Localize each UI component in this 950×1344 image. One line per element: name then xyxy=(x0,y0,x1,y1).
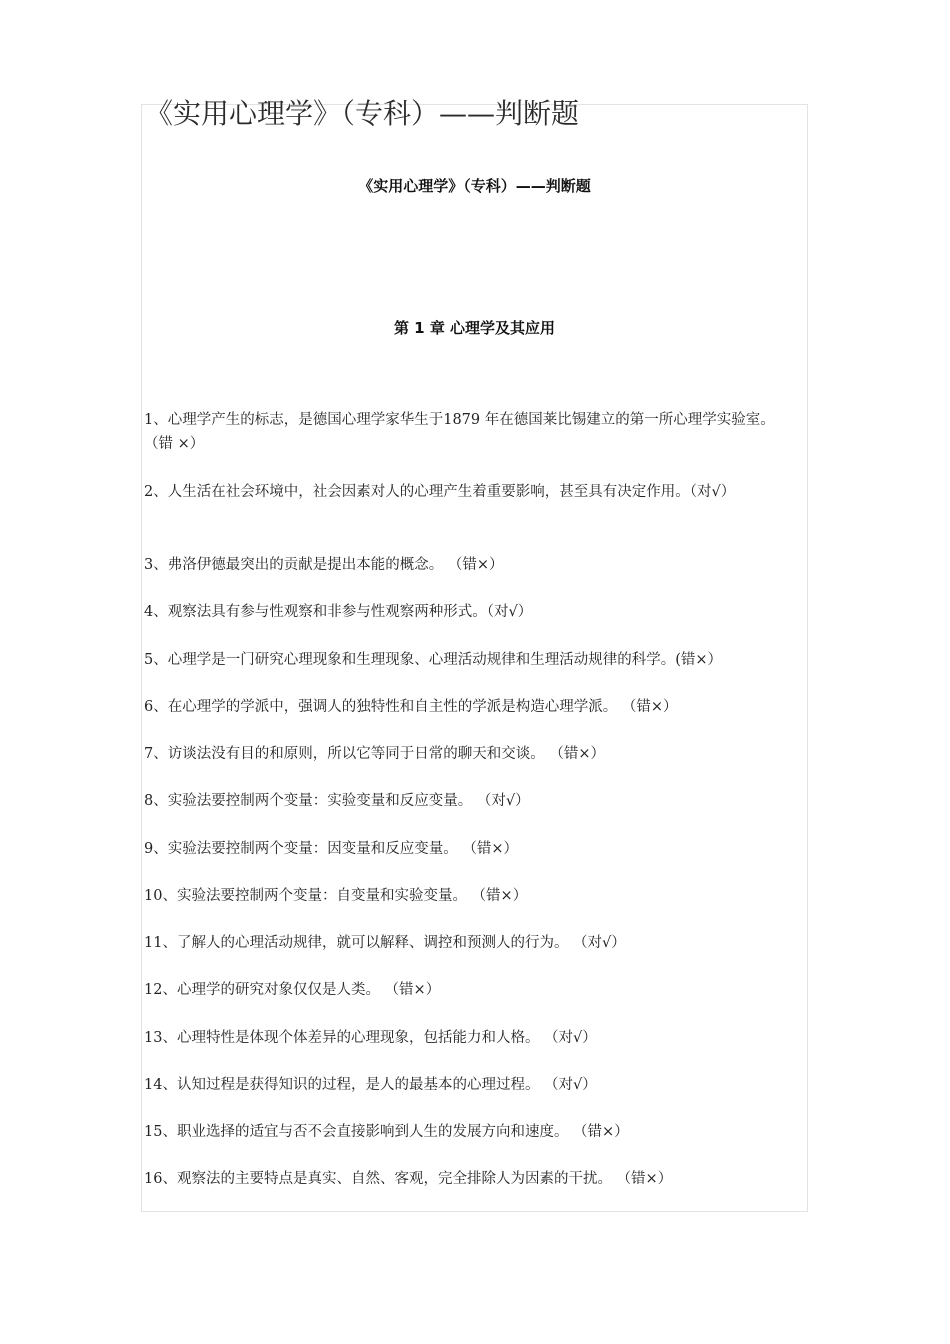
document-subtitle: 《实用心理学》（专科）——判断题 xyxy=(358,177,591,195)
question-item: 12、心理学的研究对象仅仅是人类。 （错×） xyxy=(144,982,441,998)
question-item: 8、实验法要控制两个变量：实验变量和反应变量。 （对√） xyxy=(144,793,530,809)
chapter-title: 第 1 章 心理学及其应用 xyxy=(393,319,556,337)
question-item: 4、观察法具有参与性观察和非参与性观察两种形式。（对√） xyxy=(144,604,533,620)
question-item: 1、心理学产生的标志，是德国心理学家华生于1879 年在德国莱比锡建立的第一所心理学实验室。 （错 ×） xyxy=(144,412,775,452)
question-item: 16、观察法的主要特点是真实、自然、客观，完全排除人为因素的干扰。 （错×） xyxy=(144,1171,673,1187)
question-item: 15、职业选择的适宜与否不会直接影响到人生的发展方向和速度。 （错×） xyxy=(144,1124,629,1140)
question-item: 3、弗洛伊德最突出的贡献是提出本能的概念。 （错×） xyxy=(144,557,504,573)
question-item: 11、了解人的心理活动规律，就可以解释、调控和预测人的行为。 （对√） xyxy=(144,935,626,951)
question-item: 2、人生活在社会环境中，社会因素对人的心理产生着重要影响，甚至具有决定作用。（对√） xyxy=(144,484,736,500)
question-item: 7、访谈法没有目的和原则，所以它等同于日常的聊天和交谈。 （错×） xyxy=(144,746,605,762)
question-item: 10、实验法要控制两个变量：自变量和实验变量。 （错×） xyxy=(144,888,528,904)
question-item: 13、心理特性是体现个体差异的心理现象，包括能力和人格。 （对√） xyxy=(144,1030,597,1046)
question-item: 5、心理学是一门研究心理现象和生理现象、心理活动规律和生理活动规律的科学。(错×） xyxy=(144,652,723,668)
question-item: 9、实验法要控制两个变量：因变量和反应变量。 （错×） xyxy=(144,841,518,857)
question-item: 14、认知过程是获得知识的过程，是人的最基本的心理过程。 （对√） xyxy=(144,1077,597,1093)
question-item: 6、在心理学的学派中，强调人的独特性和自主性的学派是构造心理学派。 （错×） xyxy=(144,699,678,715)
document-title: 《实用心理学》（专科）——判断题 xyxy=(145,97,580,130)
